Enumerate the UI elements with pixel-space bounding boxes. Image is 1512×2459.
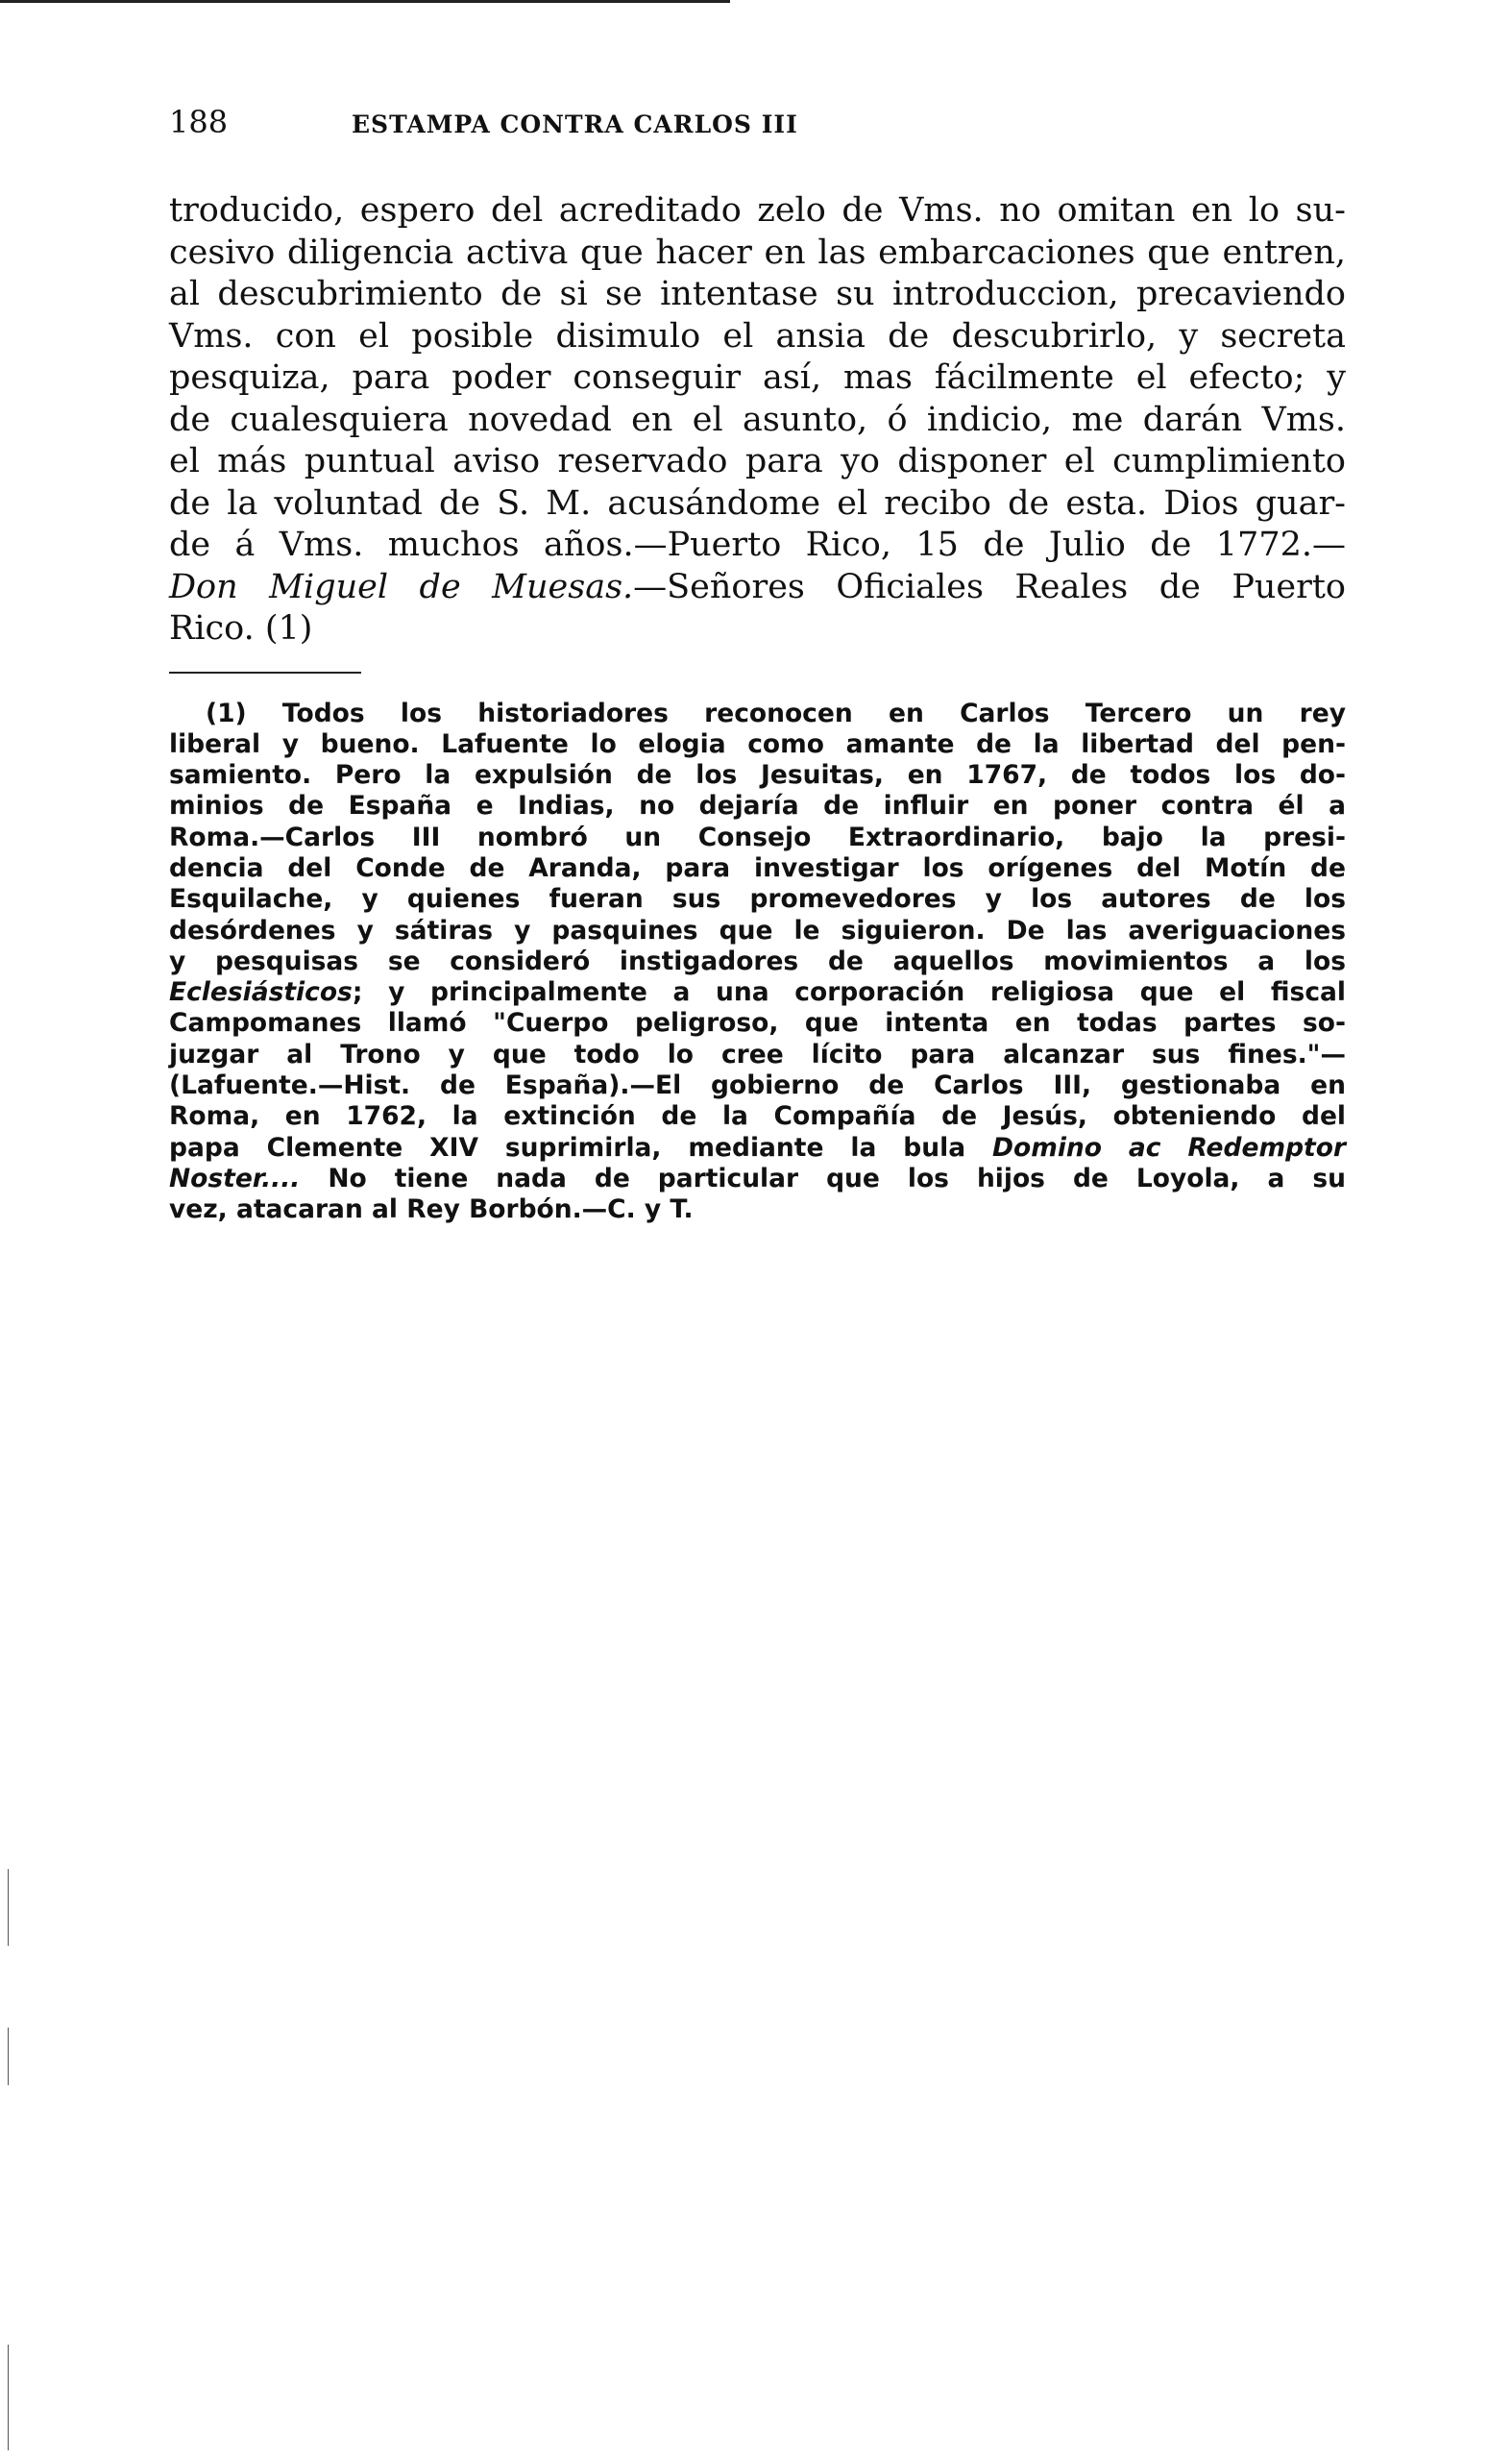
footnote-line-rest: No tiene nada de particular que los hijos de Loyola, a su (300, 1163, 1346, 1193)
body-line: al descubrimiento de si se intentase su introduccion, precaviendo (169, 275, 1346, 313)
footnote-line: y pesquisas se consideró instigadores de aquellos movimientos a los (169, 946, 1346, 976)
footnote-italic-term: Eclesiásticos (169, 977, 353, 1008)
margin-mark (8, 2345, 9, 2450)
body-line: Vms. con el posible disimulo el ansia de descubrirlo, y secreta (169, 316, 1346, 356)
margin-mark (8, 2028, 9, 2085)
footnote-line-rest: ; y principalmente a una corporación religiosa que el fiscal (352, 977, 1346, 1008)
footnote-bull-title: Domino ac Redemptor (992, 1132, 1346, 1163)
body-line: el más puntual aviso reservado para yo disponer el cumplimiento (169, 442, 1346, 480)
page (169, 104, 1346, 1226)
footnote-line: Esquilache, y quienes fueran sus promevedores y los autores de los (169, 884, 1346, 915)
footnote-line: juzgar al Trono y que todo lo cree lícito para alcanzar sus fines."— (169, 1039, 1346, 1070)
footnote-line: (Lafuente.—Hist. de España).—El gobierno de Carlos III, gestionaba en (169, 1070, 1346, 1101)
footnote (169, 699, 1346, 1226)
footnote-line (169, 1133, 1346, 1164)
signature-line (169, 567, 1346, 609)
footnote-line: dencia del Conde de Aranda, para investigar los orígenes del Motín de (169, 852, 1346, 883)
footnote-bull-title-end: Noster.... (169, 1163, 301, 1193)
footnote-line-start: papa Clemente XIV suprimirla, mediante la bula (169, 1132, 993, 1163)
footnote-line: Roma.—Carlos III nombró un Consejo Extraordinario, bajo la presi- (169, 822, 1346, 852)
signature-rest: —Señores Oficiales Reales de Puerto (633, 567, 1347, 606)
body-line: troducido, espero del acreditado zelo de Vms. no omitan en lo su- (169, 191, 1346, 230)
footnote-line: Campomanes llamó "Cuerpo peligroso, que intenta en todas partes so- (169, 1008, 1346, 1039)
page-number: 188 (169, 104, 229, 140)
signature-name: Don Miguel de Muesas. (169, 567, 634, 606)
footnote-line: minios de España e Indias, no dejaría de influir en poner contra él a (169, 791, 1346, 822)
footnote-line: vez, atacaran al Rey Borbón.—C. y T. (169, 1194, 694, 1225)
footnote-line (169, 1164, 1346, 1194)
footnote-line: Roma, en 1762, la extinción de la Compañía de Jesús, obteniendo del (169, 1101, 1346, 1132)
footnote-line (169, 977, 1346, 1008)
body-line: de cualesquiera novedad en el asunto, ó indicio, me darán Vms. (169, 400, 1346, 439)
footnote-line: desórdenes y sátiras y pasquines que le siguieron. De las averiguaciones (169, 915, 1346, 946)
footnote-line: liberal y bueno. Lafuente lo elogia como amante de la libertad del pen- (169, 728, 1346, 759)
body-line: Rico. (1) (169, 609, 313, 648)
margin-mark (8, 1869, 9, 1946)
footnote-line: (1) Todos los historiadores reconocen en Carlos Tercero un rey (206, 698, 1346, 728)
body-text (169, 190, 1346, 651)
body-line: de á Vms. muchos años.—Puerto Rico, 15 de Julio de 1772.— (169, 526, 1346, 564)
footnote-line: samiento. Pero la expulsión de los Jesuitas, en 1767, de todos los do- (169, 760, 1346, 791)
body-line: de la voluntad de S. M. acusándome el recibo de esta. Dios guar- (169, 483, 1346, 523)
footnote-rule (169, 672, 361, 674)
body-line: pesquiza, para poder conseguir así, mas fácilmente el efecto; y (169, 358, 1346, 397)
running-title: ESTAMPA CONTRA CARLOS III (352, 111, 798, 138)
body-line: cesivo diligencia activa que hacer en las embarcaciones que entren, (169, 233, 1346, 272)
top-rule (0, 0, 730, 3)
running-head (169, 104, 1346, 152)
